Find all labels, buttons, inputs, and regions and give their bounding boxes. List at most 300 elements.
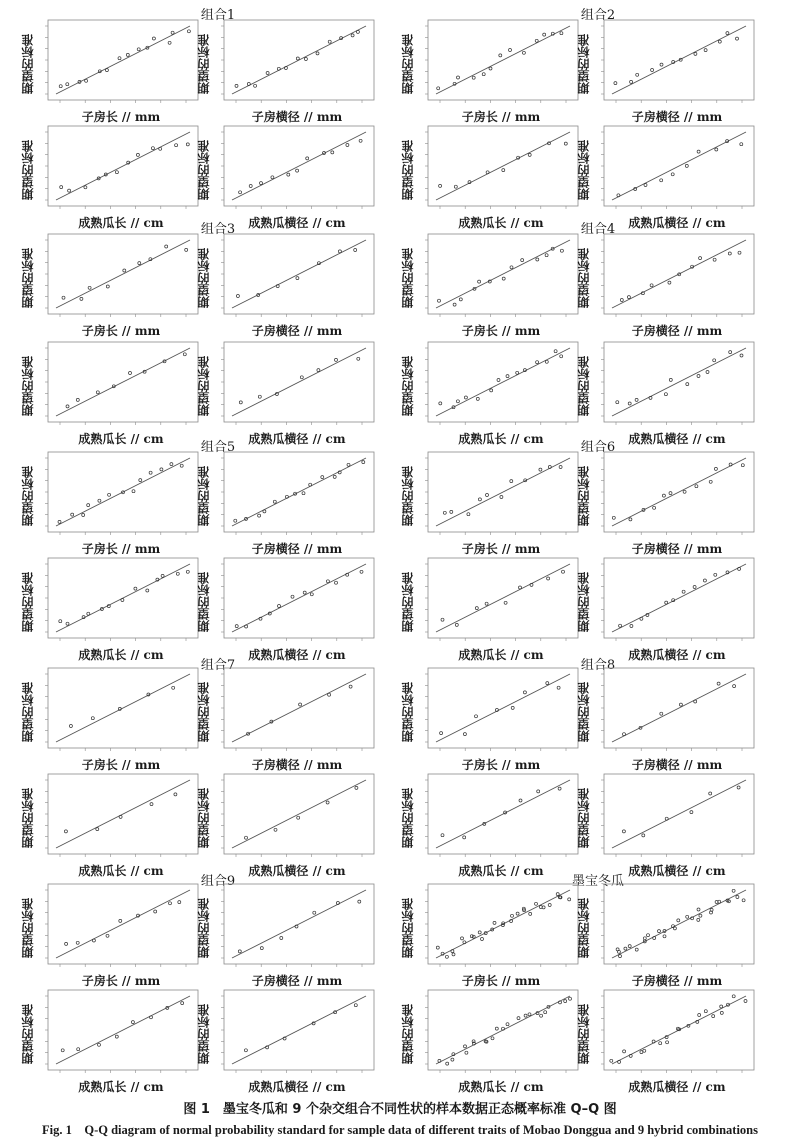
qq-plot — [402, 16, 582, 108]
reference-line — [56, 564, 190, 632]
qq-panel-g1-t3 — [22, 122, 202, 230]
sample-point — [709, 480, 712, 483]
sample-point — [58, 520, 61, 523]
sample-point — [486, 494, 489, 497]
y-axis-label: 期望的标准 — [21, 682, 35, 742]
sample-point — [98, 499, 101, 502]
sample-point — [331, 151, 334, 154]
sample-point — [506, 375, 509, 378]
sample-point — [297, 816, 300, 819]
sample-point — [235, 625, 238, 628]
sample-point — [704, 49, 707, 52]
sample-point — [451, 1058, 454, 1061]
qq-panel-g4-t2 — [578, 230, 758, 338]
sample-point — [619, 955, 622, 958]
sample-point — [682, 590, 685, 593]
sample-point — [545, 360, 548, 363]
sample-point — [519, 586, 522, 589]
sample-point — [349, 685, 352, 688]
sample-point — [441, 834, 444, 837]
qq-plot — [402, 230, 582, 322]
qq-plot — [22, 554, 202, 646]
x-axis-label: 子房横径 // mm — [251, 758, 343, 772]
sample-point — [554, 350, 557, 353]
sample-point — [620, 299, 623, 302]
reference-line — [612, 458, 746, 526]
qq-panel-g3-t2 — [198, 230, 378, 338]
sample-point — [455, 623, 458, 626]
sample-point — [522, 51, 525, 54]
qq-plot — [22, 122, 202, 214]
sample-point — [630, 80, 633, 83]
sample-point — [180, 464, 183, 467]
sample-point — [714, 573, 717, 576]
x-axis-label: 成熟瓜长 // cm — [78, 648, 164, 662]
reference-line — [436, 674, 570, 742]
sample-point — [287, 173, 290, 176]
qq-panel-g7-t4 — [198, 770, 378, 878]
reference-line — [232, 240, 366, 308]
x-axis-label: 子房横径 // mm — [251, 324, 343, 338]
qq-panel-g1-t1 — [22, 16, 202, 124]
sample-point — [306, 157, 309, 160]
sample-point — [630, 625, 633, 628]
sample-point — [699, 914, 702, 917]
sample-point — [347, 463, 350, 466]
sample-point — [517, 1017, 520, 1020]
sample-point — [80, 297, 83, 300]
sample-point — [560, 32, 563, 35]
sample-point — [138, 262, 141, 265]
sample-point — [316, 52, 319, 55]
x-axis-label: 成熟瓜横径 // cm — [628, 216, 726, 230]
sample-point — [351, 34, 354, 37]
sample-point — [617, 950, 620, 953]
sample-point — [741, 464, 744, 467]
sample-point — [437, 87, 440, 90]
sample-point — [500, 496, 503, 499]
sample-point — [537, 790, 540, 793]
sample-point — [174, 793, 177, 796]
sample-point — [693, 586, 696, 589]
sample-point — [697, 375, 700, 378]
sample-point — [729, 351, 732, 354]
x-axis-label: 成熟瓜长 // cm — [458, 864, 544, 878]
sample-point — [313, 911, 316, 914]
sample-point — [239, 191, 242, 194]
y-axis-label: 期望的标准 — [401, 572, 415, 632]
qq-plot — [22, 338, 202, 430]
sample-point — [709, 792, 712, 795]
reference-line — [232, 996, 366, 1064]
sample-point — [622, 830, 625, 833]
sample-point — [66, 622, 69, 625]
sample-point — [685, 164, 688, 167]
x-axis-label: 成熟瓜长 // cm — [78, 864, 164, 878]
sample-point — [115, 171, 118, 174]
qq-panel-g1-t4 — [198, 122, 378, 230]
qq-panel-g9-t4 — [198, 986, 378, 1094]
x-axis-label: 成熟瓜横径 // cm — [248, 216, 346, 230]
sample-point — [616, 401, 619, 404]
sample-point — [694, 52, 697, 55]
y-axis-label: 期望的标准 — [21, 34, 35, 94]
sample-point — [76, 941, 79, 944]
sample-point — [737, 786, 740, 789]
sample-point — [92, 939, 95, 942]
qq-panel-g2-t2 — [578, 16, 758, 124]
sample-point — [463, 733, 466, 736]
sample-point — [254, 84, 257, 87]
sample-point — [623, 733, 626, 736]
sample-point — [445, 955, 448, 958]
sample-point — [697, 908, 700, 911]
sample-point — [671, 173, 674, 176]
sample-point — [263, 510, 266, 513]
qq-panel-g3-t1 — [22, 230, 202, 338]
sample-point — [545, 254, 548, 257]
sample-point — [258, 395, 261, 398]
sample-point — [76, 398, 79, 401]
sample-point — [679, 703, 682, 706]
sample-point — [559, 466, 562, 469]
sample-point — [187, 30, 190, 33]
sample-point — [614, 82, 617, 85]
qq-panel-g10-t2 — [578, 880, 758, 988]
qq-plot — [22, 986, 202, 1078]
sample-point — [511, 914, 514, 917]
sample-point — [66, 405, 69, 408]
x-axis-label: 成熟瓜横径 // cm — [248, 1080, 346, 1094]
sample-point — [726, 32, 729, 35]
sample-point — [260, 182, 263, 185]
sample-point — [475, 607, 478, 610]
y-axis-label: 期望的标准 — [401, 898, 415, 958]
sample-point — [736, 896, 739, 899]
sample-point — [686, 383, 689, 386]
sample-point — [258, 514, 261, 517]
qq-plot — [22, 770, 202, 862]
sample-point — [186, 143, 189, 146]
sample-point — [106, 285, 109, 288]
reference-line — [436, 890, 570, 958]
sample-point — [562, 570, 565, 573]
sample-point — [539, 468, 542, 471]
figure-caption-en: Fig. 1 Q-Q diagram of normal probability standard for sample data of different traits of Mobao Donggua and 9 hybrid combinations — [41, 1123, 758, 1137]
reference-line — [232, 26, 366, 94]
y-axis-label: 期望的标准 — [21, 572, 35, 632]
reference-line — [612, 348, 746, 416]
reference-line — [56, 348, 190, 416]
reference-line — [232, 890, 366, 958]
qq-plot — [578, 338, 758, 430]
sample-point — [502, 277, 505, 280]
sample-point — [714, 467, 717, 470]
sample-point — [712, 1015, 715, 1018]
sample-point — [105, 69, 108, 72]
sample-point — [139, 479, 142, 482]
y-axis-label: 期望的标准 — [21, 788, 35, 848]
sample-point — [536, 361, 539, 364]
sample-point — [239, 401, 242, 404]
qq-panel-g4-t4 — [578, 338, 758, 446]
qq-panel-g6-t3 — [402, 554, 582, 662]
sample-point — [326, 801, 329, 804]
qq-panel-g2-t1 — [402, 16, 582, 124]
reference-line — [56, 132, 190, 200]
reference-line — [612, 240, 746, 308]
sample-point — [666, 1041, 669, 1044]
sample-point — [643, 937, 646, 940]
y-axis-label: 期望的标准 — [577, 1004, 591, 1064]
sample-point — [547, 577, 550, 580]
qq-plot — [198, 770, 378, 862]
sample-point — [478, 498, 481, 501]
qq-panel-g10-t1 — [402, 880, 582, 988]
sample-point — [335, 358, 338, 361]
qq-panel-g7-t1 — [22, 664, 202, 772]
sample-point — [472, 76, 475, 79]
sample-point — [651, 69, 654, 72]
reference-line — [436, 564, 570, 632]
qq-panel-g2-t3 — [402, 122, 582, 230]
sample-point — [524, 1014, 527, 1017]
sample-point — [159, 147, 162, 150]
qq-plot — [402, 664, 582, 756]
y-axis-label: 期望的标准 — [401, 34, 415, 94]
sample-point — [171, 31, 174, 34]
sample-point — [660, 179, 663, 182]
qq-panel-g10-t3 — [402, 986, 582, 1094]
y-axis-label: 期望的标准 — [21, 356, 35, 416]
sample-point — [296, 169, 299, 172]
qq-panel-g5-t1 — [22, 448, 202, 556]
sample-point — [310, 593, 313, 596]
sample-point — [510, 266, 513, 269]
sample-point — [529, 912, 532, 915]
x-axis-label: 成熟瓜横径 // cm — [628, 648, 726, 662]
sample-point — [536, 258, 539, 261]
sample-point — [660, 712, 663, 715]
sample-point — [521, 259, 524, 262]
sample-point — [720, 1011, 723, 1014]
y-axis-label: 期望的标准 — [401, 1004, 415, 1064]
x-axis-label: 子房横径 // mm — [631, 974, 723, 988]
sample-point — [736, 37, 739, 40]
sample-point — [548, 904, 551, 907]
sample-point — [516, 912, 519, 915]
sample-point — [713, 359, 716, 362]
reference-line — [56, 240, 190, 308]
sample-point — [558, 787, 561, 790]
sample-point — [439, 184, 442, 187]
sample-point — [321, 476, 324, 479]
sample-point — [457, 76, 460, 79]
y-axis-label: 期望的标准 — [577, 898, 591, 958]
qq-plot — [198, 448, 378, 540]
sample-point — [172, 686, 175, 689]
qq-plot — [578, 122, 758, 214]
sample-point — [87, 504, 90, 507]
sample-point — [715, 148, 718, 151]
qq-panel-g2-t4 — [578, 122, 758, 230]
sample-point — [744, 1000, 747, 1003]
sample-point — [438, 299, 441, 302]
sample-point — [358, 900, 361, 903]
sample-point — [244, 1049, 247, 1052]
sample-point — [354, 249, 357, 252]
sample-point — [165, 245, 168, 248]
sample-point — [658, 930, 661, 933]
sample-point — [728, 252, 731, 255]
sample-point — [510, 480, 513, 483]
sample-point — [650, 284, 653, 287]
sample-point — [636, 73, 639, 76]
sample-point — [706, 371, 709, 374]
sample-point — [499, 54, 502, 57]
sample-point — [84, 186, 87, 189]
qq-panel-g7-t3 — [22, 770, 202, 878]
qq-panel-g10-t4 — [578, 986, 758, 1094]
sample-point — [440, 732, 443, 735]
sample-point — [296, 277, 299, 280]
sample-point — [461, 937, 464, 940]
y-axis-label: 期望的标准 — [21, 466, 35, 526]
sample-point — [346, 144, 349, 147]
sample-point — [717, 682, 720, 685]
sample-point — [441, 618, 444, 621]
sample-point — [732, 995, 735, 998]
x-axis-label: 子房长 // mm — [461, 974, 541, 988]
sample-point — [697, 918, 700, 921]
sample-point — [62, 296, 65, 299]
x-axis-label: 子房横径 // mm — [251, 110, 343, 124]
sample-point — [266, 72, 269, 75]
sample-point — [260, 947, 263, 950]
y-axis-label: 期望的标准 — [21, 898, 35, 958]
y-axis-label: 期望的标准 — [577, 572, 591, 632]
reference-line — [56, 780, 190, 848]
sample-point — [271, 176, 274, 179]
x-axis-label: 成熟瓜长 // cm — [458, 648, 544, 662]
qq-panel-g4-t1 — [402, 230, 582, 338]
qq-panel-g8-t3 — [402, 770, 582, 878]
sample-point — [185, 248, 188, 251]
sample-point — [718, 40, 721, 43]
y-axis-label: 期望的标准 — [577, 140, 591, 200]
sample-point — [732, 889, 735, 892]
sample-point — [663, 935, 666, 938]
x-axis-label: 成熟瓜长 // cm — [78, 216, 164, 230]
y-axis-label: 期望的标准 — [21, 248, 35, 308]
sample-point — [695, 485, 698, 488]
sample-point — [635, 948, 638, 951]
reference-line — [56, 674, 190, 742]
sample-point — [742, 899, 745, 902]
sample-point — [535, 39, 538, 42]
sample-point — [152, 37, 155, 40]
sample-point — [490, 389, 493, 392]
sample-point — [245, 625, 248, 628]
sample-point — [362, 461, 365, 464]
sample-point — [690, 811, 693, 814]
sample-point — [643, 1049, 646, 1052]
sample-point — [642, 834, 645, 837]
sample-point — [436, 946, 439, 949]
sample-point — [664, 393, 667, 396]
figure-caption-cn: 图 1 墨宝冬瓜和 9 个杂交组合不同性状的样本数据正态概率标准 Q–Q 图 — [183, 1102, 617, 1117]
sample-point — [560, 249, 563, 252]
group-label-6: 组合6 — [580, 440, 616, 455]
group-label-7: 组合7 — [200, 658, 236, 673]
x-axis-label: 子房长 // mm — [461, 110, 541, 124]
y-axis-label: 期望的标准 — [401, 140, 415, 200]
sample-point — [556, 893, 559, 896]
sample-point — [493, 921, 496, 924]
qq-plot — [578, 448, 758, 540]
sample-point — [683, 490, 686, 493]
sample-point — [669, 378, 672, 381]
sample-point — [119, 815, 122, 818]
qq-panel-g5-t4 — [198, 554, 378, 662]
y-axis-label: 期望的标准 — [577, 788, 591, 848]
qq-panel-g8-t2 — [578, 664, 758, 772]
sample-point — [713, 258, 716, 261]
sample-point — [328, 693, 331, 696]
group-label-1: 组合1 — [200, 8, 236, 23]
qq-plot — [198, 230, 378, 322]
reference-line — [612, 780, 746, 848]
sample-point — [694, 700, 697, 703]
sample-point — [644, 184, 647, 187]
y-axis-label: 期望的标准 — [401, 356, 415, 416]
sample-point — [504, 601, 507, 604]
reference-line — [232, 780, 366, 848]
x-axis-label: 成熟瓜长 // cm — [458, 1080, 544, 1094]
y-axis-label: 期望的标准 — [197, 898, 211, 958]
sample-point — [335, 581, 338, 584]
sample-point — [87, 612, 90, 615]
sample-point — [296, 57, 299, 60]
sample-point — [360, 570, 363, 573]
sample-point — [697, 150, 700, 153]
qq-panel-g5-t2 — [198, 448, 378, 556]
sample-point — [108, 493, 111, 496]
sample-point — [64, 830, 67, 833]
sample-point — [249, 185, 252, 188]
x-axis-label: 子房长 // mm — [81, 758, 161, 772]
y-axis-label: 期望的标准 — [197, 1004, 211, 1064]
sample-point — [304, 58, 307, 61]
qq-panel-g4-t3 — [402, 338, 582, 446]
sample-point — [509, 49, 512, 52]
reference-line — [612, 674, 746, 742]
sample-point — [146, 589, 149, 592]
sample-point — [186, 570, 189, 573]
sample-point — [234, 519, 237, 522]
sample-point — [624, 947, 627, 950]
sample-point — [665, 601, 668, 604]
sample-point — [635, 398, 638, 401]
sample-point — [647, 934, 650, 937]
sample-point — [733, 685, 736, 688]
sample-point — [91, 717, 94, 720]
sample-point — [68, 189, 71, 192]
sample-point — [183, 353, 186, 356]
qq-panel-g3-t3 — [22, 338, 202, 446]
sample-point — [528, 153, 531, 156]
sample-point — [443, 511, 446, 514]
